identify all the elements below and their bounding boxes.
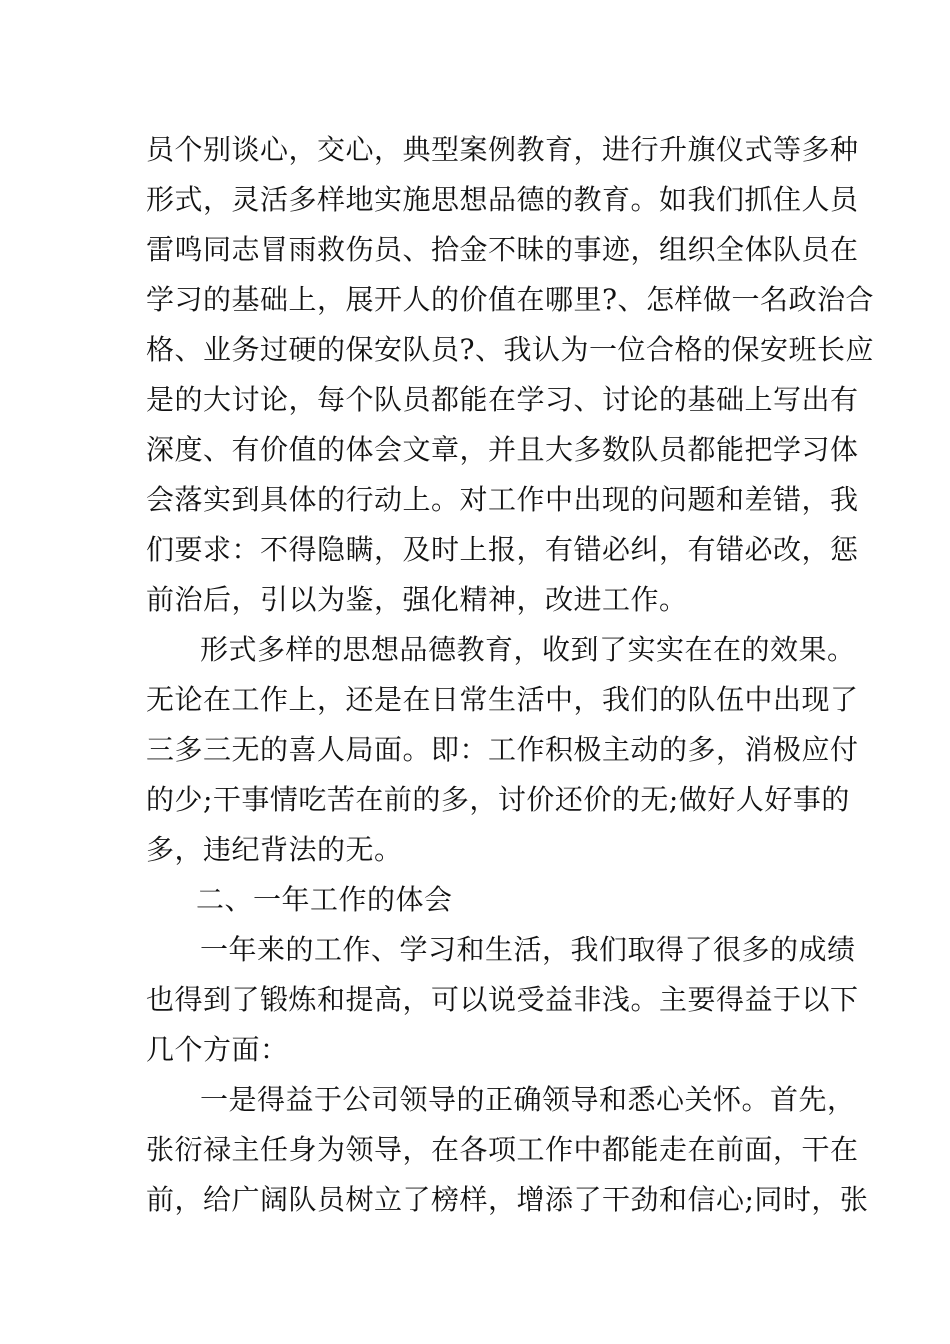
text-line: 前，给广阔队员树立了榜样，增添了干劲和信心;同时，张	[146, 1183, 869, 1216]
text-line: 是的大讨论，每个队员都能在学习、讨论的基础上写出有	[146, 383, 859, 416]
paragraph-first-line: 一是得益于公司领导的正确领导和悉心关怀。首先，	[200, 1083, 856, 1116]
section-heading: 二、一年工作的体会	[196, 883, 453, 916]
text-line: 也得到了锻炼和提高，可以说受益非浅。主要得益于以下	[146, 983, 859, 1016]
text-line: 前治后，引以为鉴，强化精神，改进工作。	[146, 583, 688, 616]
text-line: 多，违纪背法的无。	[146, 833, 403, 866]
text-line: 张衍禄主任身为领导，在各项工作中都能走在前面，干在	[146, 1133, 859, 1166]
paragraph-first-line: 一年来的工作、学习和生活，我们取得了很多的成绩	[200, 933, 856, 966]
text-line: 形式，灵活多样地实施思想品德的教育。如我们抓住人员	[146, 183, 859, 216]
text-line: 格、业务过硬的保安队员?、我认为一位合格的保安班长应	[146, 333, 875, 366]
text-line: 几个方面：	[146, 1033, 289, 1066]
text-line: 雷鸣同志冒雨救伤员、拾金不昧的事迹，组织全体队员在	[146, 233, 859, 266]
text-line: 三多三无的喜人局面。即：工作积极主动的多，消极应付	[146, 733, 859, 766]
paragraph-first-line: 形式多样的思想品德教育，收到了实实在在的效果。	[200, 633, 856, 666]
text-line: 的少;干事情吃苦在前的多，讨价还价的无;做好人好事的	[146, 783, 850, 816]
text-line: 学习的基础上，展开人的价值在哪里?、怎样做一名政治合	[146, 283, 875, 316]
text-line: 们要求：不得隐瞒，及时上报，有错必纠，有错必改，惩	[146, 533, 859, 566]
text-line: 无论在工作上，还是在日常生活中，我们的队伍中出现了	[146, 683, 859, 716]
text-line: 深度、有价值的体会文章，并且大多数队员都能把学习体	[146, 433, 859, 466]
text-line: 员个别谈心，交心，典型案例教育，进行升旗仪式等多种	[146, 133, 859, 166]
text-line: 会落实到具体的行动上。对工作中出现的问题和差错，我	[146, 483, 859, 516]
